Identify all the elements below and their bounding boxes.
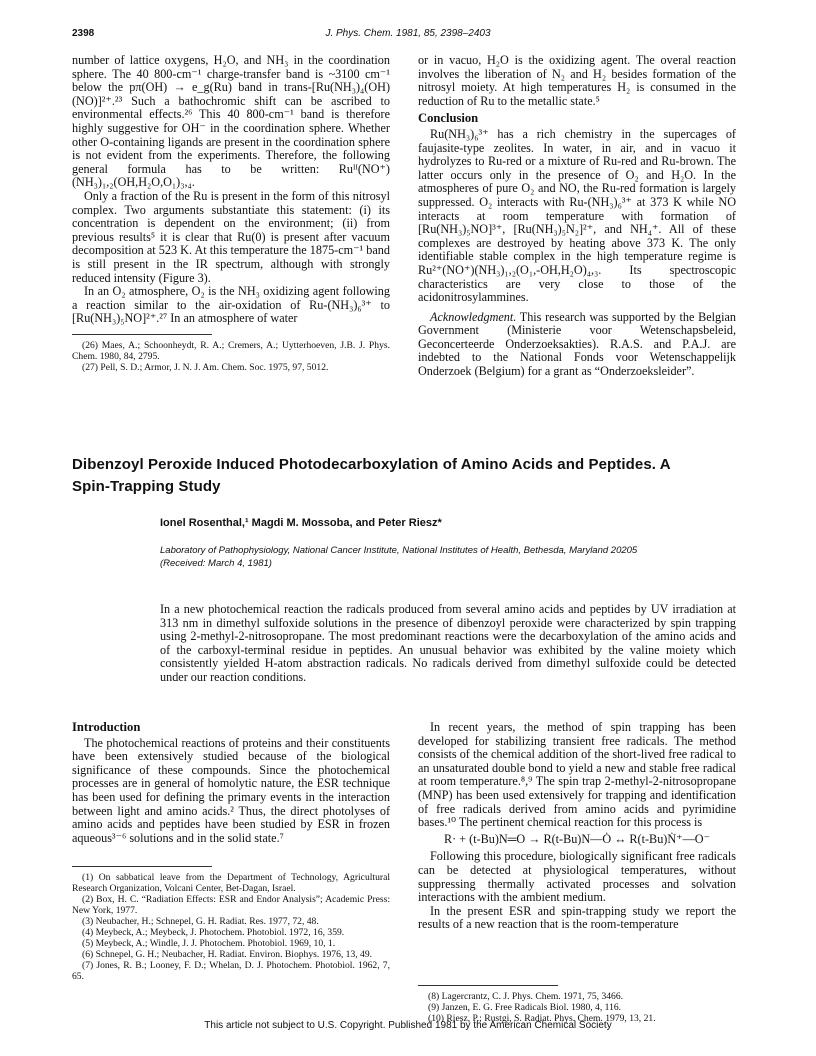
- article-title: [72, 454, 744, 498]
- body-paragraph: number of lattice oxygens, H₂O, and NH₃ in the coordination sphere. The 40 800-cm⁻¹ charge-transfer band is ~3100 cm⁻¹ below the pπ(OH) → e_g(Ru) band in trans-[Ru(NH₃)₄(OH)(NO)]²⁺.²³ Such a bathochromic shift can be ascribed to environmental effects.²⁶ This 40 800-cm⁻¹ band is therefore highly suggestive for OH⁻ in the coordination sphere. Whether other O-containing ligands are present in the coordination sphere is not evident from the experiments. Therefore, the following general formula has to be written: Ruᴵᴵ(NO⁺)(NH₃)₁,₂(OH,H₂O,O₁)₃,₄.: [72, 53, 390, 190]
- body-paragraph: In the present ESR and spin-trapping study we report the results of a new reaction that is the room-temperature: [418, 903, 736, 932]
- chemical-equation: R· + (t-Bu)N═O → R(t-Bu)N—Ȯ ↔ R(t-Bu)Ṅ⁺—O⁻: [443, 831, 710, 846]
- footnote: (1) On sabbatical leave from the Department of Technology, Agricultural Research Organization, Volcani Center, Bet-Dagan, Israel.: [72, 872, 390, 894]
- article-left-column: [72, 721, 390, 845]
- footnote: (4) Meybeck, A.; Meybeck, J. Photochem. Photobiol. 1972, 16, 359.: [82, 927, 345, 938]
- footnote-rule: [72, 334, 212, 335]
- footnote: (26) Maes, A.; Schoonheydt, R. A.; Cremers, A.; Uytterhoeven, J.B. J. Phys. Chem. 1980, 84, 2795.: [72, 339, 390, 362]
- page-number: 2398: [72, 28, 95, 39]
- acknowledgment-label: Acknowledgment.: [430, 309, 517, 324]
- footnote: (2) Box, H. C. “Radiation Effects: ESR and Endor Analysis”; Academic Press: New York, 1977.: [72, 894, 390, 916]
- running-header: [72, 28, 744, 44]
- abstract: In a new photochemical reaction the radicals produced from several amino acids and peptides by UV irradiation at 313 nm in dimethyl sulfoxide solutions in the presence of dibenzoyl peroxide were characterized by spin trapping using 2-methyl-2-nitrosopropane. The most predominant reactions were the decarboxylation of the amino acids and of the carboxyl-terminal residue in peptides. An unusual behavior was exhibited by the valine moiety which consistently yielded H-atom abstraction radicals. No radicals derived from dimethyl sulfoxide could be detected under our reaction conditions.: [160, 602, 736, 684]
- footnote-rule: [72, 866, 212, 867]
- author-list: Ionel Rosenthal,¹ Magdi M. Mossoba, and Peter Riesz*: [160, 517, 442, 529]
- prev-article-right-column: [418, 54, 736, 379]
- footnotes: [72, 340, 390, 373]
- body-paragraph: Following this procedure, biologically significant free radicals can be detected at physiological temperatures, without suppressing thermally activated processes and solvation interactions with the ambient medium.: [418, 849, 736, 905]
- body-paragraph: In recent years, the method of spin trapping has been developed for stabilizing transient free radicals. The method consists of the chemical addition of the short-lived free radical to an unsaturated double bond to yield a new and stable free radical at room temperature.⁸,⁹ The spin trap 2-methyl-2-nitrosopropane (MNP) has been used extensively for trapping and identification of free radicals derived from amino acids and pyrimidine bases.¹⁰ The pertinent chemical reaction for this process is: [418, 720, 736, 830]
- footnote: (6) Schnepel, G. H.; Neubacher, H. Radiat. Environ. Biophys. 1976, 13, 49.: [82, 949, 373, 960]
- body-paragraph: Only a fraction of the Ru is present in the form of this nitrosyl complex. Two arguments substantiate this statement: (i) its concentration is dependent on the environment; (ii) from previous results⁵ it is clear that Ru(0) is present after vacuum decomposition at 523 K. At this temperature the 1875-cm⁻¹ band is still present in the IR spectrum, although with strongly reduced intensity (Figure 3).: [72, 188, 390, 285]
- acknowledgment: [418, 311, 736, 379]
- body-paragraph: In an O₂ atmosphere, O₂ is the NH₃ oxidizing agent following a reaction similar to the air-oxidation of Ru-(NH₃)₆³⁺ to [Ru(NH₃)₅NO]²⁺.²⁷ In an atmosphere of water: [72, 284, 390, 326]
- section-heading: Introduction: [72, 720, 141, 734]
- body-paragraph: Ru(NH₃)₆³⁺ has a rich chemistry in the supercages of faujasite-type zeolites. In water, in air, and in vacuo it hydrolyzes to Ru-red or a mixture of Ru-red and Ru-brown. The latter occurs only in the presence of O₂ and H₂O. In the atmospheres of pure O₂ and NO, the Ru-red formation is largely suppressed. O₂ interacts with Ru-(NH₃)₆³⁺ at 373 K while NO interacts at room temperature with formation of [Ru(NH₃)₅NO]³⁺, [Ru(NH₃)₅N₂]²⁺, and NH₄⁺. All of these complexes are destroyed by heating above 373 K. The only identifiable stable complex in the high temperature regime is Ru²⁺(NO⁺)(NH₃)₁,₂(O₁,-OH,H₂O)₄,₃. Its spectroscopic characteristics are very close to those of the acidonitrosylammines.: [418, 126, 736, 305]
- footnote: (8) Lagercrantz, C. J. Phys. Chem. 1971, 75, 3466.: [428, 991, 624, 1002]
- title-line: Dibenzoyl Peroxide Induced Photodecarboxylation of Amino Acids and Peptides. A: [72, 456, 671, 473]
- affiliation: Laboratory of Pathophysiology, National Cancer Institute, National Institutes of Health, Bethesda, Maryland 20205: [160, 545, 638, 556]
- article-right-column: [418, 721, 736, 932]
- copyright-footer: This article not subject to U.S. Copyright. Published 1981 by the American Chemical Society: [204, 1020, 612, 1031]
- footnote-rule: [418, 985, 558, 986]
- received-date: (Received: March 4, 1981): [160, 558, 272, 569]
- journal-citation: J. Phys. Chem. 1981, 85, 2398–2403: [325, 28, 491, 39]
- title-line: Spin-Trapping Study: [72, 478, 221, 495]
- footnote: (5) Meybeck, A.; Windle, J. J. Photochem. Photobiol. 1969, 10, 1.: [82, 938, 336, 949]
- prev-article-left-column: [72, 54, 390, 373]
- footnote: (7) Jones, R. B.; Looney, F. D.; Whelan, D. J. Photochem. Photobiol. 1962, 7, 65.: [72, 960, 390, 982]
- footnote: (10) Riesz, P.; Rustgi, S. Radiat. Phys. Chem. 1979, 13, 21.: [428, 1013, 656, 1024]
- acknowledgment-text: This research was supported by the Belgian Government (Ministerie voor Wetenschapsbeleid, Geconcerteerde Onderzoeksakties). R.A.S. and P.A.J. are indebted to the National Fonds voor Wetenschappelijk Onderzoek (Belgium) for a grant as “Onderzoeksleider”.: [418, 309, 736, 379]
- footnote: (3) Neubacher, H.; Schnepel, G. H. Radiat. Res. 1977, 72, 48.: [82, 916, 319, 927]
- affiliation-block: [160, 544, 740, 570]
- article-left-footnotes: [72, 866, 390, 982]
- footnote: (27) Pell, S. D.; Armor, J. N. J. Am. Chem. Soc. 1975, 97, 5012.: [82, 361, 329, 373]
- article-right-footnotes: [418, 985, 736, 1024]
- footnote: (9) Janzen, E. G. Free Radicals Biol. 1980, 4, 116.: [428, 1002, 622, 1013]
- section-heading: Conclusion: [418, 111, 479, 126]
- body-paragraph: The photochemical reactions of proteins and their constituents have been extensively studied because of the biological significance of these compounds. Since the photochemical processes are in general of homolytic nature, the ESR technique has been used for defining the primary events in the interaction between light and amino acids.² Thus, the direct photolyses of amino acids and peptides have been studied by ESR in frozen aqueous³⁻⁶ solutions and in the solid state.⁷: [72, 735, 390, 845]
- body-paragraph: or in vacuo, H₂O is the oxidizing agent. The overal reaction involves the liberation of N₂ and H₂ besides formation of the nitrosyl moiety. At high temperatures H₂ is consumed in the reduction of Ru to the metallic state.⁵: [418, 53, 736, 108]
